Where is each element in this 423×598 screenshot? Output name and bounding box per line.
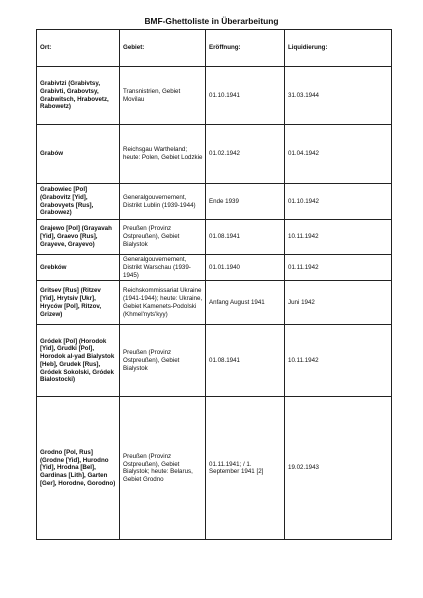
cell-gebiet: Reichskommissariat Ukraine (1941-1944); heute: Ukraine, Gebiet Kamenets-Podolski (Khmel'nyts'kyy) <box>120 281 206 325</box>
header-liquidierung: Liquidierung: <box>285 30 392 67</box>
cell-gebiet: Preußen (Provinz Ostpreußen), Gebiet Bialystok <box>120 220 206 255</box>
cell-ort: Grabivtzi (Grabivtsy, Grabivti, Grabovtsy, Grabwitsch, Hrabovetz, Rabowetz) <box>37 67 120 125</box>
cell-ort: Grajewo [Pol] (Grayavah [Yid], Graevo [Rus], Grayeve, Grayevo) <box>37 220 120 255</box>
cell-gebiet: Preußen (Provinz Ostpreußen), Gebiet Bialystok; heute: Belarus, Gebiet Grodno <box>120 397 206 540</box>
cell-gebiet: Preußen (Provinz Ostpreußen), Gebiet Bialystok <box>120 325 206 397</box>
cell-ort: Gritsev [Rus] (Ritzev [Yid], Hrytsiv [Ukr], Hryców [Pol], Ritzov, Grizew) <box>37 281 120 325</box>
cell-liquidierung: 10.11.1942 <box>285 220 392 255</box>
header-gebiet: Gebiet: <box>120 30 206 67</box>
cell-gebiet: Reichsgau Wartheland; heute: Polen, Gebiet Lodzkie <box>120 125 206 184</box>
cell-eroeffnung: 01.02.1942 <box>206 125 285 184</box>
table-row <box>37 220 392 255</box>
header-ort: Ort: <box>37 30 120 67</box>
cell-liquidierung: 01.04.1942 <box>285 125 392 184</box>
table-row <box>37 67 392 125</box>
cell-eroeffnung: 01.10.1941 <box>206 67 285 125</box>
cell-gebiet: Generalgouvernement, Distrikt Warschau (1939-1945) <box>120 255 206 281</box>
cell-eroeffnung: Ende 1939 <box>206 184 285 220</box>
cell-eroeffnung: Anfang August 1941 <box>206 281 285 325</box>
cell-gebiet: Transnistrien, Gebiet Movilau <box>120 67 206 125</box>
cell-liquidierung: Juni 1942 <box>285 281 392 325</box>
cell-eroeffnung: 01.01.1940 <box>206 255 285 281</box>
table-header-row <box>37 30 392 67</box>
table-row <box>37 184 392 220</box>
table-row <box>37 255 392 281</box>
cell-eroeffnung: 01.08.1941 <box>206 325 285 397</box>
cell-liquidierung: 01.11.1942 <box>285 255 392 281</box>
cell-liquidierung: 19.02.1943 <box>285 397 392 540</box>
table-row <box>37 325 392 397</box>
cell-ort: Grabowiec [Pol] (Grabovitz [Yid], Grabovyets [Rus], Grabowez) <box>37 184 120 220</box>
cell-ort: Grabów <box>37 125 120 184</box>
cell-gebiet: Generalgouvernement, Distrikt Lublin (1939-1944) <box>120 184 206 220</box>
page-title: BMF-Ghettoliste in Überarbeitung <box>144 16 279 26</box>
ghetto-table <box>36 29 392 540</box>
cell-ort: Grodno [Pol, Rus] (Grodne [Yid], Hurodno [Yid], Hrodna [Bel], Gardinas [Lith], Garten [Ger], Horodne, Gorodno) <box>37 397 120 540</box>
cell-liquidierung: 31.03.1944 <box>285 67 392 125</box>
cell-liquidierung: 01.10.1942 <box>285 184 392 220</box>
table-row <box>37 397 392 540</box>
table-row <box>37 125 392 184</box>
cell-ort: Grebków <box>37 255 120 281</box>
cell-eroeffnung: 01.11.1941; / 1. September 1941 [2] <box>206 397 285 540</box>
header-eroeffnung: Eröffnung: <box>206 30 285 67</box>
table-row <box>37 281 392 325</box>
cell-eroeffnung: 01.08.1941 <box>206 220 285 255</box>
cell-liquidierung: 10.11.1942 <box>285 325 392 397</box>
cell-ort: Gródek [Pol] (Horodok [Yid], Grudki [Pol], Horodok al-yad Bialystok [Heb], Grudek [Rus], Gródek Sokolski, Gródek Bialostocki) <box>37 325 120 397</box>
